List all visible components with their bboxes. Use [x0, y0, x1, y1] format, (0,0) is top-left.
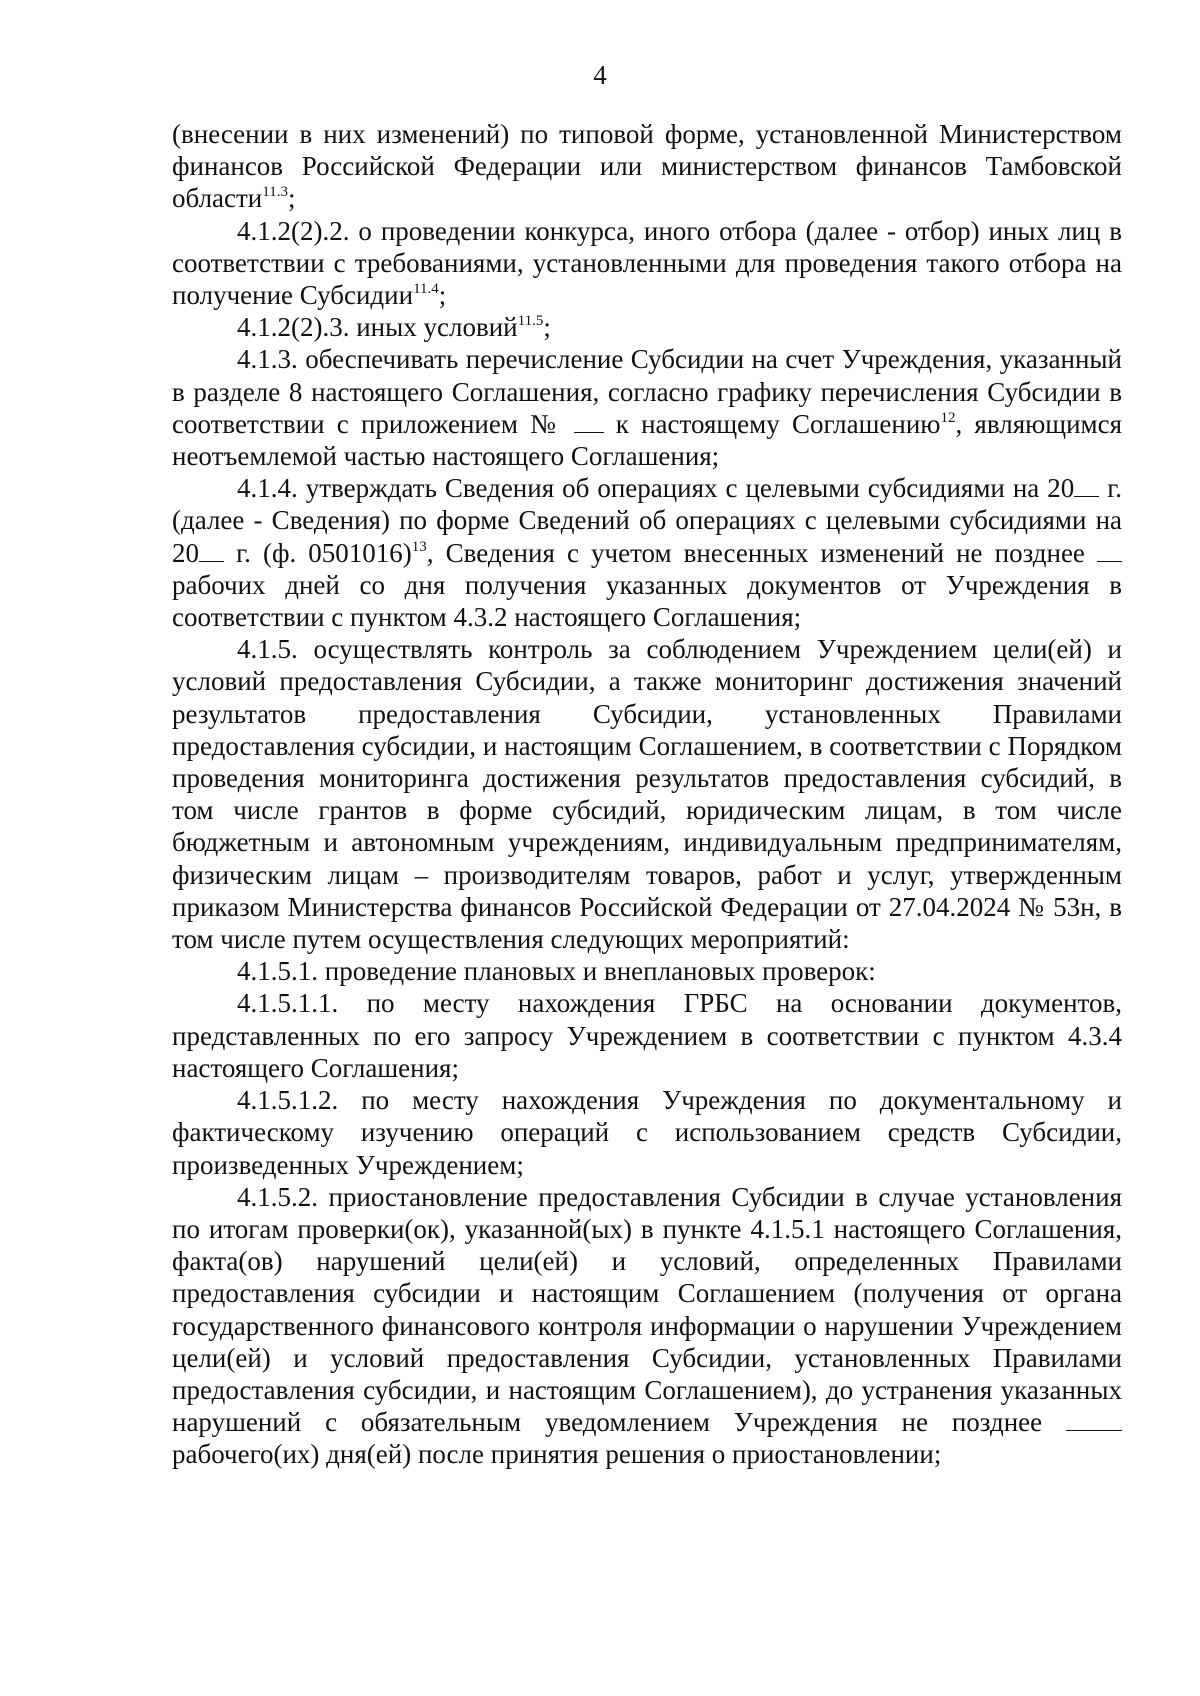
- blank-line: [1074, 495, 1099, 497]
- document-body: [172, 118, 1122, 1471]
- footnote-ref: 11.3: [262, 184, 288, 201]
- paragraph-4-1-4: 4.1.4. утверждать Сведения об операциях с целевыми субсидиями на 20 г. (далее - Сведения) по форме Сведений об операциях с целевыми субсидиями на 20 г. (ф. 0501016)$^{13}$, Сведения с учетом внесенных изменений не позднее рабочих дней со дня получения указанных документов от Учреждения в соответствии с пунктом 4.3.2 настоящего Соглашения;: [172, 473, 1123, 633]
- paragraph-4-1-5-1-2: 4.1.5.1.2. по месту нахождения Учреждения по документальному и фактическому изучению операций с использованием средств Субсидии, произведенных Учреждением;: [172, 1085, 1122, 1180]
- blank-line: [199, 560, 224, 562]
- paragraph-4-1-5-1-1: 4.1.5.1.1. по месту нахождения ГРБС на основании документов, представленных по его запросу Учреждением в соответствии с пунктом 4.3.4 настоящего Соглашения;: [172, 988, 1122, 1083]
- paragraph-4-1-3: 4.1.3. обеспечивать перечисление Субсидии на счет Учреждения, указанный в разделе 8 настоящего Соглашения, согласно графику перечисления Субсидии в соответствии с приложением № к настоящему Соглашению$^{12}$, являющимся неотъемлемой частью настоящего Соглашения;: [172, 344, 1123, 472]
- paragraph-4-1-5-2: 4.1.5.2. приостановление предоставления Субсидии в случае установления по итогам проверки(ок), указанной(ых) в пункте 4.1.5.1 настоящего Соглашения, факта(ов) нарушений цели(ей) и условий, определенных Правилами предоставления субсидии и настоящим Соглашением (получения от органа государственного финансового контроля информации о нарушении Учреждением цели(ей) и условий предоставления Субсидии, установленных Правилами предоставления субсидии, и настоящим Соглашением), до устранения указанных нарушений с обязательным уведомлением Учреждения не позднее рабочего(их) дня(ей) после принятия решения о приостановлении;: [172, 1181, 1122, 1470]
- paragraph-4-1-2-2-2: 4.1.2(2).2. о проведении конкурса, иного отбора (далее - отбор) иных лиц в соответствии с требованиями, установленными для проведения такого отбора на получение Субсидии$^{11.4}$;: [172, 215, 1122, 311]
- blank-line: [574, 431, 604, 433]
- page-number: 4: [593, 60, 607, 90]
- paragraph-4-1-2-2-3: 4.1.2(2).3. иных условий$^{11.5}$;: [237, 312, 551, 343]
- paragraph-4-1-5-1: 4.1.5.1. проведение плановых и внеплановых проверок:: [237, 956, 876, 987]
- footnote-ref: 11.5: [517, 313, 544, 330]
- paragraph-continuation: (внесении в них изменений) по типовой форме, установленной Министерством финансов Российской Федерации или министерством финансов Тамбовской области$^{11.3}$;: [172, 119, 1122, 214]
- footnote-ref: 11.4: [413, 281, 439, 298]
- paragraph-4-1-5: 4.1.5. осуществлять контроль за соблюдением Учреждением цели(ей) и условий предоставления Субсидии, а также мониторинг достижения значений результатов предоставления Субсидии, установленных Правилами предоставления субсидии, и настоящим Соглашением, в соответствии с Порядком проведения мониторинга достижения результатов предоставления субсидий, в том числе грантов в форме субсидий, юридическим лицам, в том числе бюджетным и автономным учреждениям, индивидуальным предпринимателям, физическим лицам – производителям товаров, работ и услуг, утвержденным приказом Министерства финансов Российской Федерации от 27.04.2024 № 53н, в том числе путем осуществления следующих мероприятий:: [172, 634, 1122, 955]
- footnote-ref: 12: [940, 409, 956, 426]
- blank-line: [1066, 1429, 1122, 1431]
- blank-line: [1097, 560, 1122, 562]
- footnote-ref: 13: [411, 538, 427, 555]
